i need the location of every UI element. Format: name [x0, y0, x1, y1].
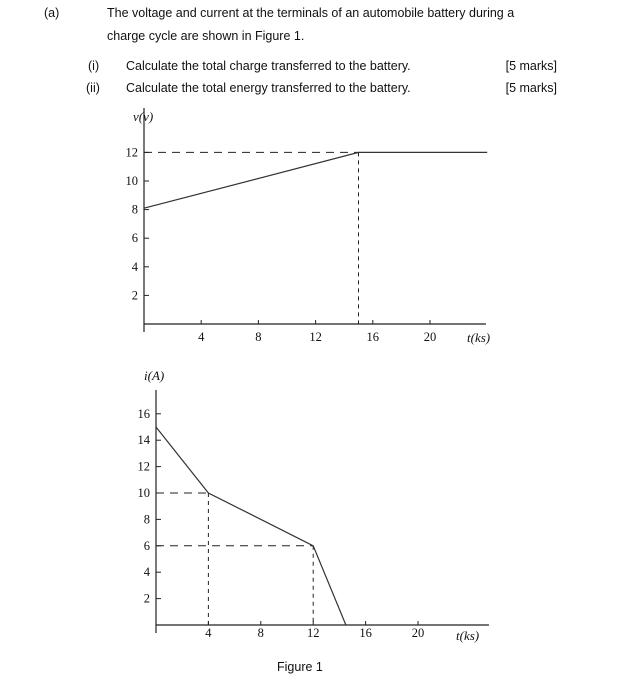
- voltage-series-line: [144, 152, 487, 208]
- current-y-axis-label: i(A): [144, 368, 165, 383]
- current-y-tick-label: 8: [143, 512, 150, 527]
- current-y-tick-label: 16: [137, 406, 150, 421]
- voltage-y-tick-label: 10: [125, 174, 138, 188]
- current-y-tick-label: 2: [143, 591, 150, 606]
- voltage-x-tick-label: 16: [366, 330, 380, 344]
- current-x-tick-label: 4: [205, 626, 212, 640]
- subpart-i-label: (i): [88, 59, 100, 73]
- current-y-tick-label: 6: [143, 538, 150, 553]
- voltage-x-tick-label: 20: [423, 330, 437, 344]
- current-y-tick-label: 10: [137, 486, 150, 500]
- voltage-x-tick-label: 12: [309, 330, 322, 344]
- current-series-line: [156, 427, 346, 625]
- subpart-i-marks: [5 marks]: [505, 59, 557, 73]
- voltage-x-axis-label: t(ks): [467, 330, 491, 345]
- subpart-i-text: Calculate the total charge transferred to the battery.: [126, 59, 411, 73]
- voltage-y-tick-label: 6: [131, 231, 138, 246]
- question-text-line2: charge cycle are shown in Figure 1.: [107, 29, 305, 43]
- voltage-y-tick-label: 12: [125, 145, 138, 160]
- part-label: (a): [44, 6, 60, 20]
- current-x-tick-label: 16: [359, 626, 372, 640]
- current-y-tick-label: 4: [143, 565, 150, 580]
- voltage-y-axis-label: v(v): [133, 109, 154, 124]
- subpart-ii-label: (ii): [86, 81, 100, 95]
- current-x-tick-label: 12: [306, 626, 320, 640]
- current-x-tick-label: 8: [257, 626, 264, 640]
- current-x-tick-label: 20: [411, 626, 425, 640]
- voltage-x-tick-label: 4: [198, 330, 205, 344]
- figure-caption: Figure 1: [277, 660, 323, 674]
- current-x-axis-label: t(ks): [456, 628, 480, 643]
- voltage-y-tick-label: 8: [131, 202, 138, 217]
- voltage-y-tick-label: 2: [131, 288, 138, 303]
- question-text-line1: The voltage and current at the terminals of an automobile battery during a: [107, 6, 515, 20]
- subpart-ii-text: Calculate the total energy transferred to the battery.: [126, 81, 411, 95]
- current-y-tick-label: 12: [137, 459, 150, 474]
- voltage-y-tick-label: 4: [131, 259, 138, 274]
- subpart-ii-marks: [5 marks]: [505, 81, 557, 95]
- current-y-tick-label: 14: [137, 433, 150, 448]
- voltage-x-tick-label: 8: [255, 330, 262, 344]
